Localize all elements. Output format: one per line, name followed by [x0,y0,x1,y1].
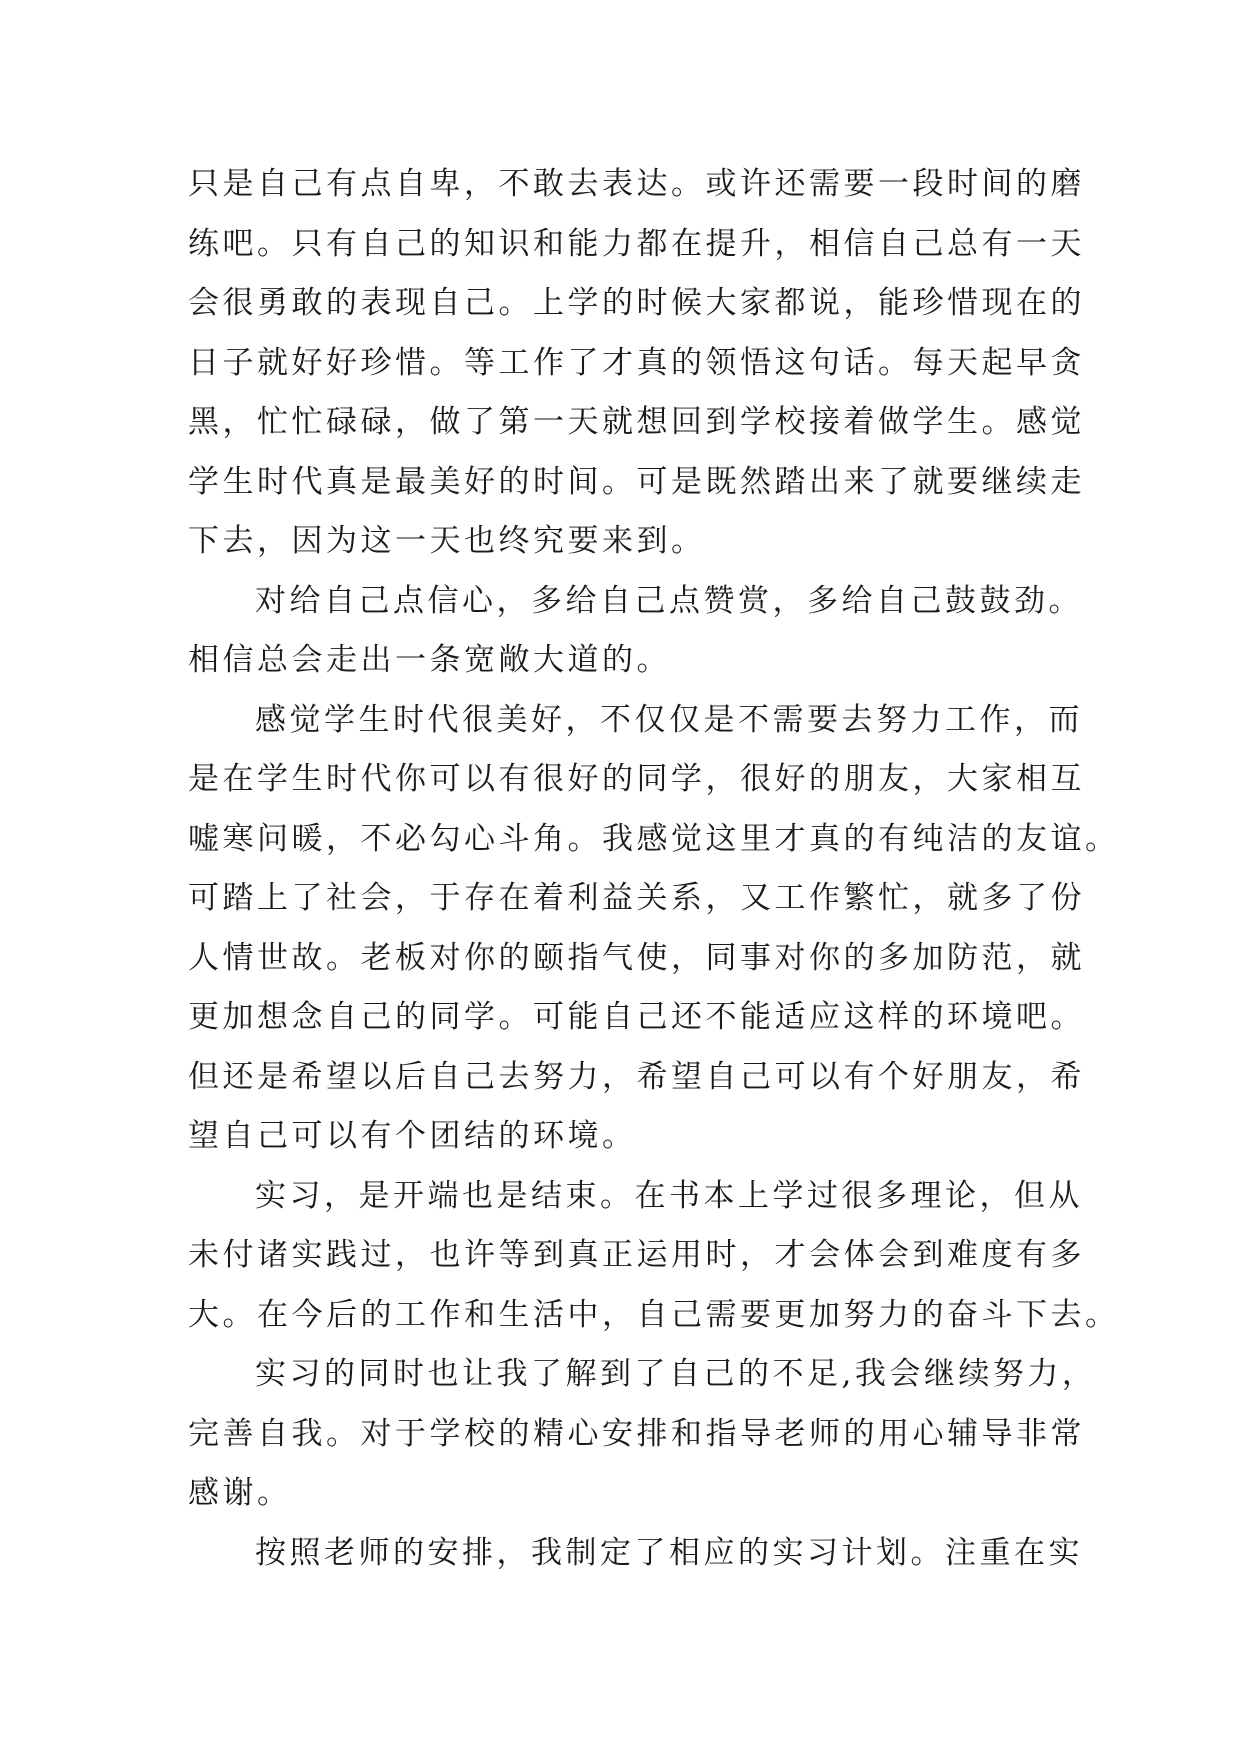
text-line: 但还是希望以后自己去努力，希望自己可以有个好朋友，希 [188,1058,1085,1095]
text-line: 完善自我。对于学校的精心安排和指导老师的用心辅导非常 [188,1415,1085,1452]
paragraph [188,691,1120,1167]
text-line: 会很勇敢的表现自己。上学的时候大家都说，能珍惜现在的 [188,285,1085,321]
text-line: 日子就好好珍惜。等工作了才真的领悟这句话。每天起早贪 [188,344,1085,381]
text-line: 未付诸实践过，也许等到真正运用时，才会体会到难度有多 [188,1237,1085,1273]
text-line: 对给自己点信心，多给自己点赞赏，多给自己鼓鼓劲。 [255,582,1083,619]
text-line: 只是自己有点自卑，不敢去表达。或许还需要一段时间的磨 [188,166,1085,202]
text-line: 感谢。 [188,1475,292,1511]
document-body [188,155,1120,1583]
text-line: 相信总会走出一条宽敞大道的。 [188,642,671,678]
text-line: 实习，是开端也是结束。在书本上学过很多理论，但从 [255,1177,1083,1214]
text-line: 人情世故。老板对你的颐指气使，同事对你的多加防范，就 [188,939,1085,976]
text-line: 黑，忙忙碌碌，做了第一天就想回到学校接着做学生。感觉 [188,404,1085,440]
text-line: 感觉学生时代很美好，不仅仅是不需要去努力工作，而 [255,701,1083,738]
paragraph [188,1524,1083,1584]
paragraph [188,155,1085,572]
text-line: 学生时代真是最美好的时间。可是既然踏出来了就要继续走 [188,463,1085,500]
text-line: 是在学生时代你可以有很好的同学，很好的朋友，大家相互 [188,761,1085,797]
paragraph [188,572,1083,691]
text-line: 实习的同时也让我了解到了自己的不足,我会继续努力， [255,1356,1097,1392]
text-line: 练吧。只有自己的知识和能力都在提升，相信自己总有一天 [188,225,1085,262]
text-line: 可踏上了社会，于存在着利益关系，又工作繁忙，就多了份 [188,880,1085,916]
paragraph [188,1345,1097,1524]
text-line: 下去，因为这一天也终究要来到。 [188,523,706,559]
text-line: 按照老师的安排，我制定了相应的实习计划。注重在实 [255,1534,1083,1571]
text-line: 望自己可以有个团结的环境。 [188,1118,637,1154]
text-line: 更加想念自己的同学。可能自己还不能适应这样的环境吧。 [188,999,1085,1035]
text-line: 嘘寒问暖，不必勾心斗角。我感觉这里才真的有纯洁的友谊。 [188,820,1120,857]
paragraph [188,1167,1120,1346]
text-line: 大。在今后的工作和生活中，自己需要更加努力的奋斗下去。 [188,1296,1120,1333]
